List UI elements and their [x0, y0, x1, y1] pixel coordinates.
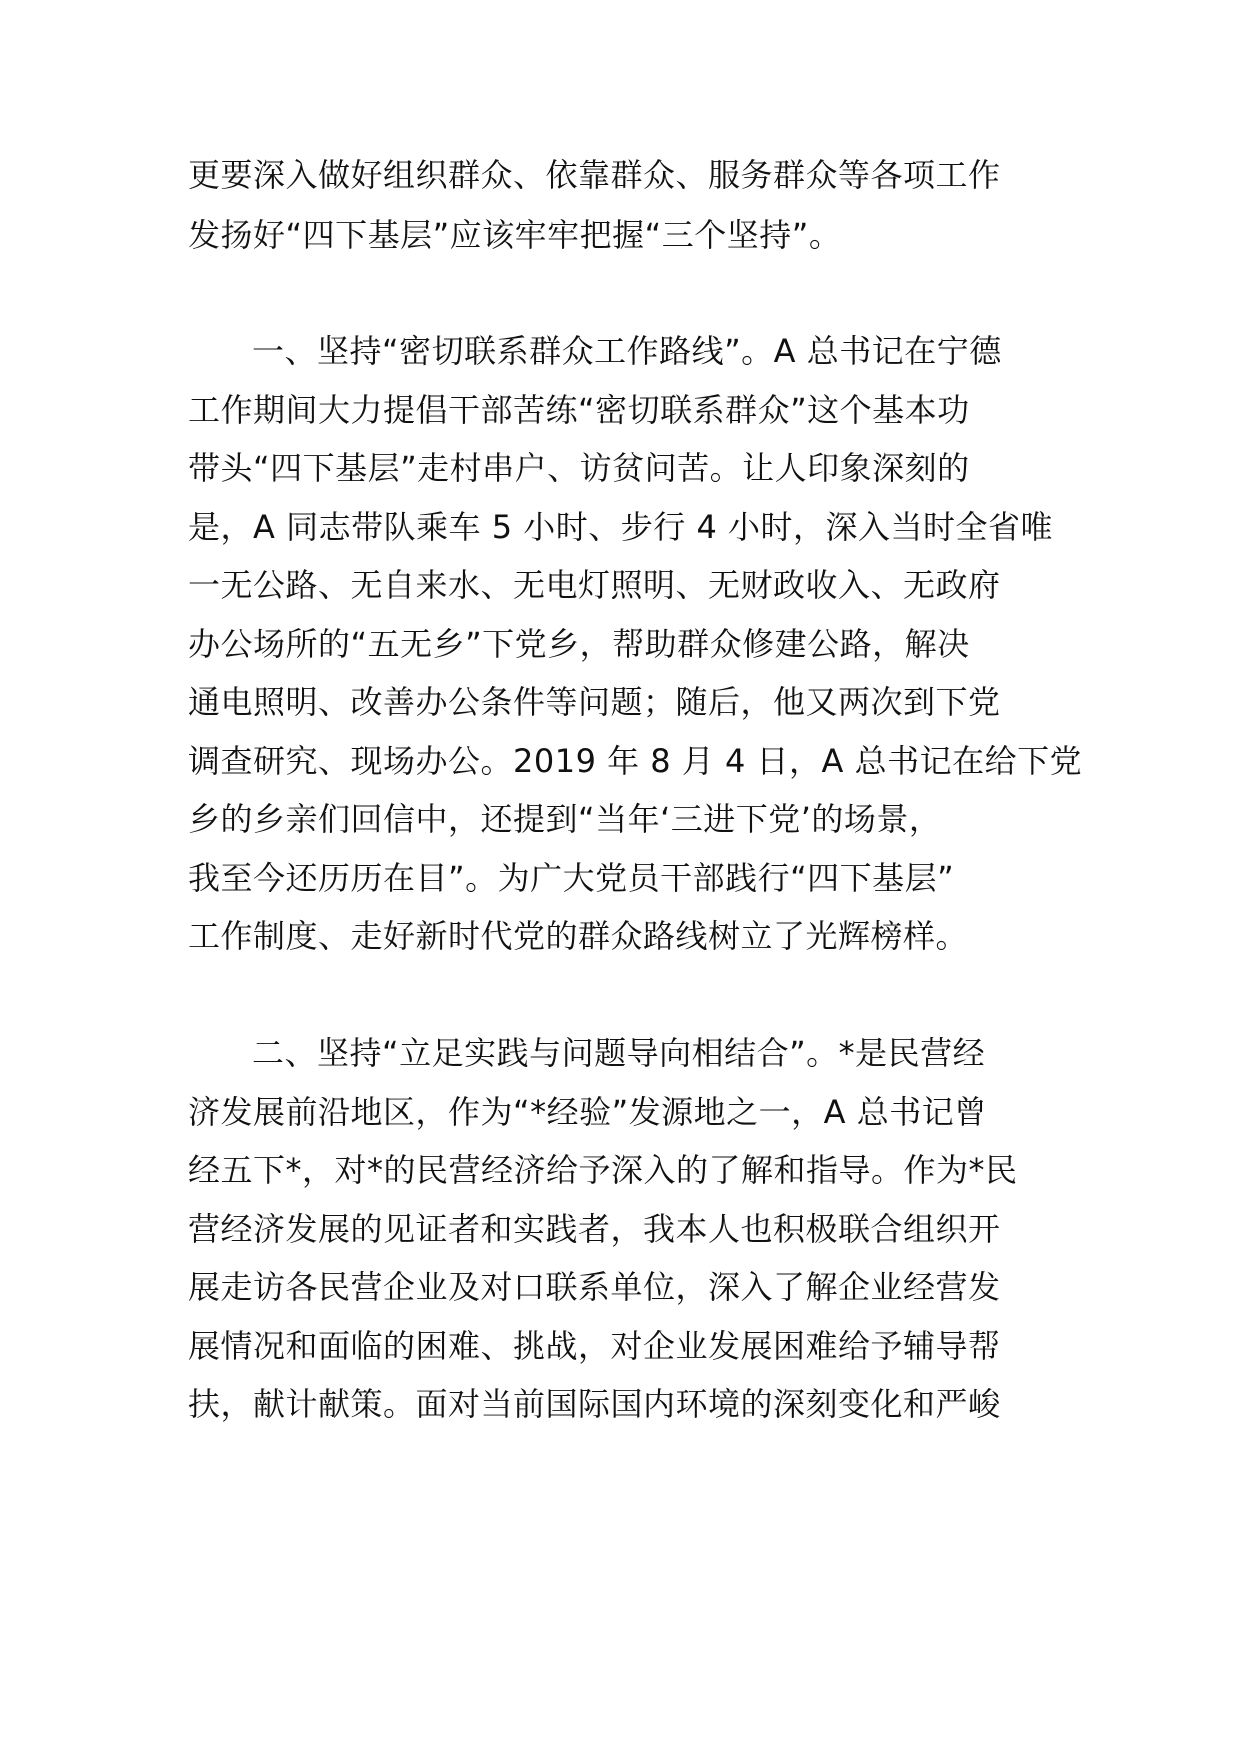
- text-line: 工作期间大力提倡干部苦练“密切联系群众”这个基本功: [188, 391, 970, 429]
- section-heading-line: 一、坚持“密切联系群众工作路线”。A 总书记在宁德: [252, 332, 1002, 370]
- text-line: 营经济发展的见证者和实践者，我本人也积极联合组织开: [188, 1210, 1001, 1248]
- text-line: 展走访各民营企业及对口联系单位，深入了解企业经营发: [188, 1268, 1001, 1306]
- text-line: 发扬好“四下基层”应该牢牢把握“三个坚持”。: [188, 216, 842, 254]
- text-line: 乡的乡亲们回信中，还提到“当年‘三进下党’的场景，: [188, 800, 942, 838]
- text-line: 通电照明、改善办公条件等问题；随后，他又两次到下党: [188, 683, 1001, 721]
- text-line: 是，A 同志带队乘车 5 小时、步行 4 小时，深入当时全省唯: [188, 508, 1053, 546]
- text-line: 一无公路、无自来水、无电灯照明、无财政收入、无政府: [188, 566, 1001, 604]
- text-line: 工作制度、走好新时代党的群众路线树立了光辉榜样。: [188, 917, 969, 955]
- text-line: 更要深入做好组织群众、依靠群众、服务群众等各项工作: [188, 156, 1001, 194]
- text-line: 调查研究、现场办公。2019 年 8 月 4 日，A 总书记在给下党: [188, 742, 1083, 780]
- text-line: 经五下*，对*的民营经济给予深入的了解和指导。作为*民: [188, 1151, 1018, 1189]
- text-line: 带头“四下基层”走村串户、访贫问苦。让人印象深刻的: [188, 449, 970, 487]
- text-line: 办公场所的“五无乡”下党乡，帮助群众修建公路，解决: [188, 625, 970, 663]
- text-line: 扶，献计献策。面对当前国际国内环境的深刻变化和严峻: [188, 1385, 1001, 1423]
- text-line: 济发展前沿地区，作为“*经验”发源地之一，A 总书记曾: [188, 1093, 987, 1131]
- text-line: 我至今还历历在目”。为广大党员干部践行“四下基层”: [188, 859, 955, 897]
- section-heading-line: 二、坚持“立足实践与问题导向相结合”。*是民营经: [252, 1034, 986, 1072]
- text-line: 展情况和面临的困难、挑战，对企业发展困难给予辅导帮: [188, 1327, 1001, 1365]
